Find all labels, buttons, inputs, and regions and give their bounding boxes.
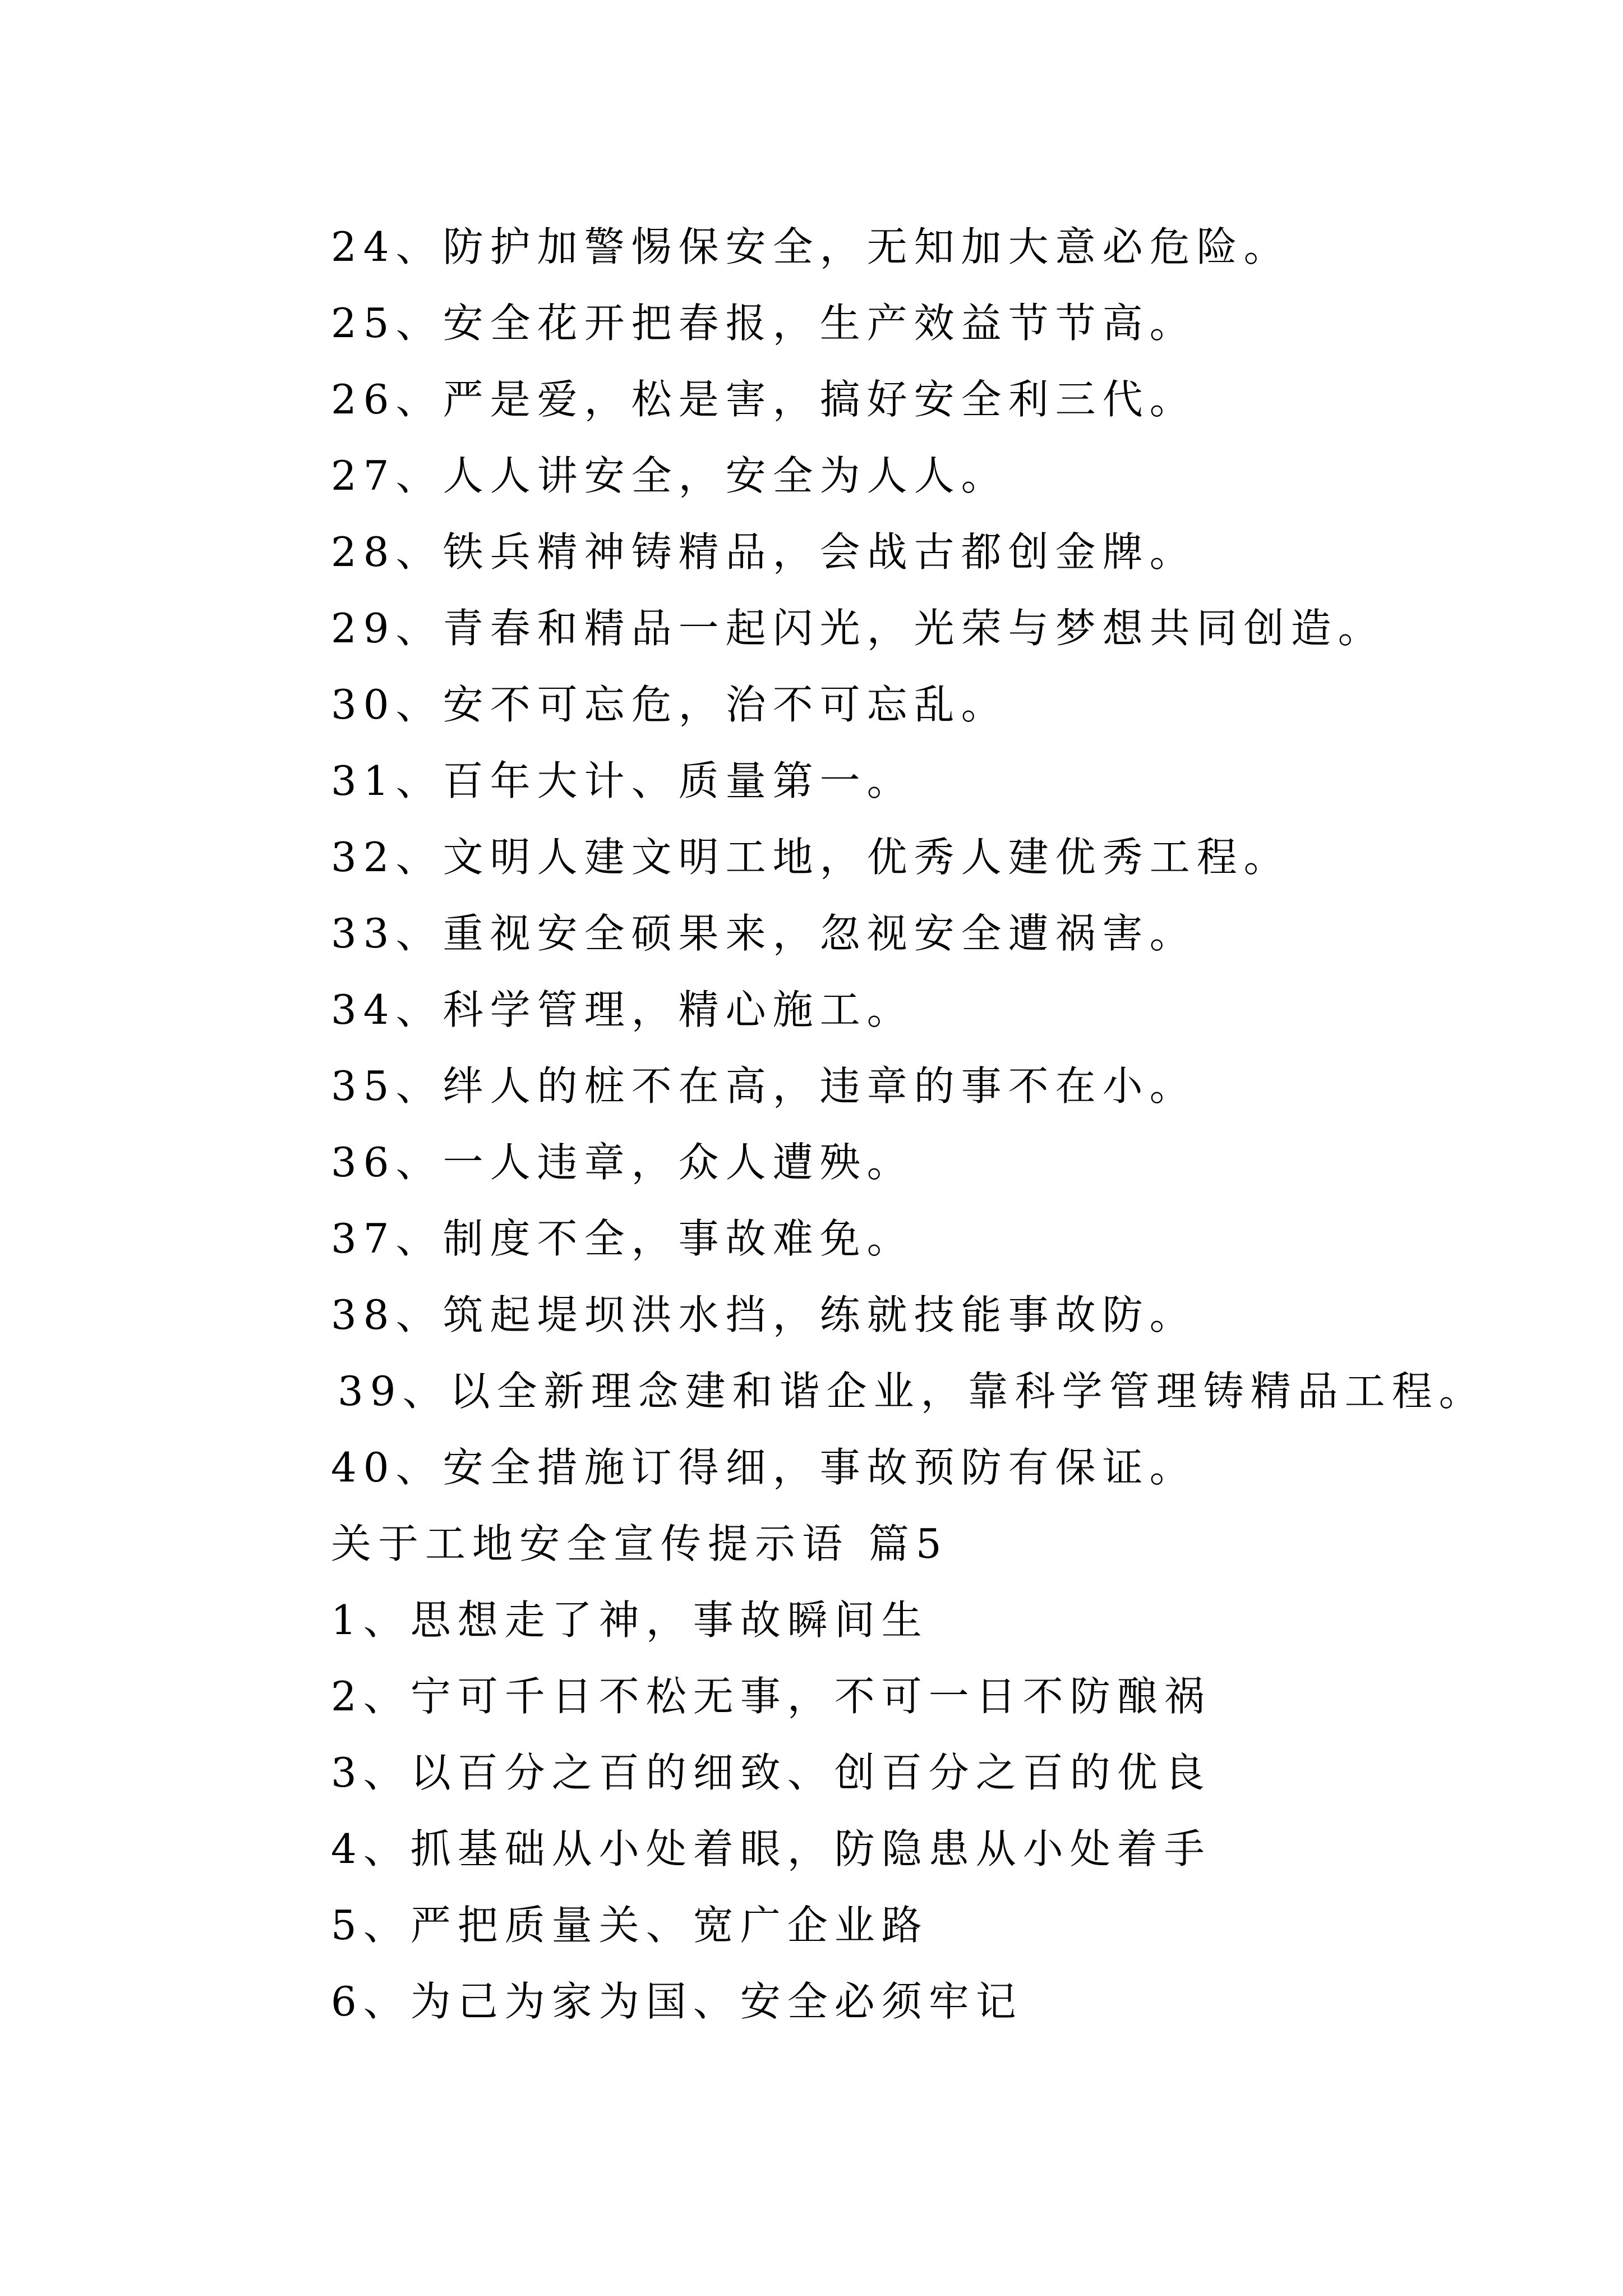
list-item: 31、百年大计、质量第一。 <box>331 757 914 804</box>
list-item: 36、一人违章，众人遭殃。 <box>331 1139 914 1186</box>
list-item: 25、安全花开把春报，生产效益节节高。 <box>331 300 1197 347</box>
list-item: 3、以百分之百的细致、创百分之百的优良 <box>331 1749 1211 1796</box>
list-item: 35、绊人的桩不在高，违章的事不在小。 <box>331 1062 1197 1110</box>
list-item: 27、人人讲安全，安全为人人。 <box>331 452 1008 499</box>
list-item: 26、严是爱，松是害，搞好安全利三代。 <box>331 376 1197 423</box>
list-item: 38、筑起堤坝洪水挡，练就技能事故防。 <box>331 1291 1197 1338</box>
list-item: 37、制度不全，事故难免。 <box>331 1215 914 1262</box>
list-item: 28、铁兵精神铸精品，会战古都创金牌。 <box>331 528 1197 576</box>
list-item: 29、青春和精品一起闪光，光荣与梦想共同创造。 <box>331 605 1385 652</box>
section-heading: 关于工地安全宣传提示语 篇5 <box>331 1520 948 1567</box>
list-item: 33、重视安全硕果来，忽视安全遭祸害。 <box>331 910 1197 957</box>
list-item: 4、抓基础从小处着眼，防隐患从小处着手 <box>331 1825 1211 1872</box>
list-item: 34、科学管理，精心施工。 <box>331 986 914 1033</box>
list-item: 24、防护加警惕保安全，无知加大意必危险。 <box>331 223 1291 270</box>
list-item: 39、以全新理念建和谐企业，靠科学管理铸精品工程。 <box>338 1368 1486 1415</box>
list-item: 5、严把质量关、宽广企业路 <box>331 1902 929 1949</box>
list-item: 1、思想走了神，事故瞬间生 <box>331 1596 929 1644</box>
slogan-list <box>331 209 1593 2040</box>
list-item: 2、宁可千日不松无事，不可一日不防酿祸 <box>331 1673 1211 1720</box>
list-item: 32、文明人建文明工地，优秀人建优秀工程。 <box>331 834 1291 881</box>
list-item: 40、安全措施订得细，事故预防有保证。 <box>331 1444 1197 1491</box>
list-item: 30、安不可忘危，治不可忘乱。 <box>331 681 1008 728</box>
list-item: 6、为己为家为国、安全必须牢记 <box>331 1978 1023 2025</box>
